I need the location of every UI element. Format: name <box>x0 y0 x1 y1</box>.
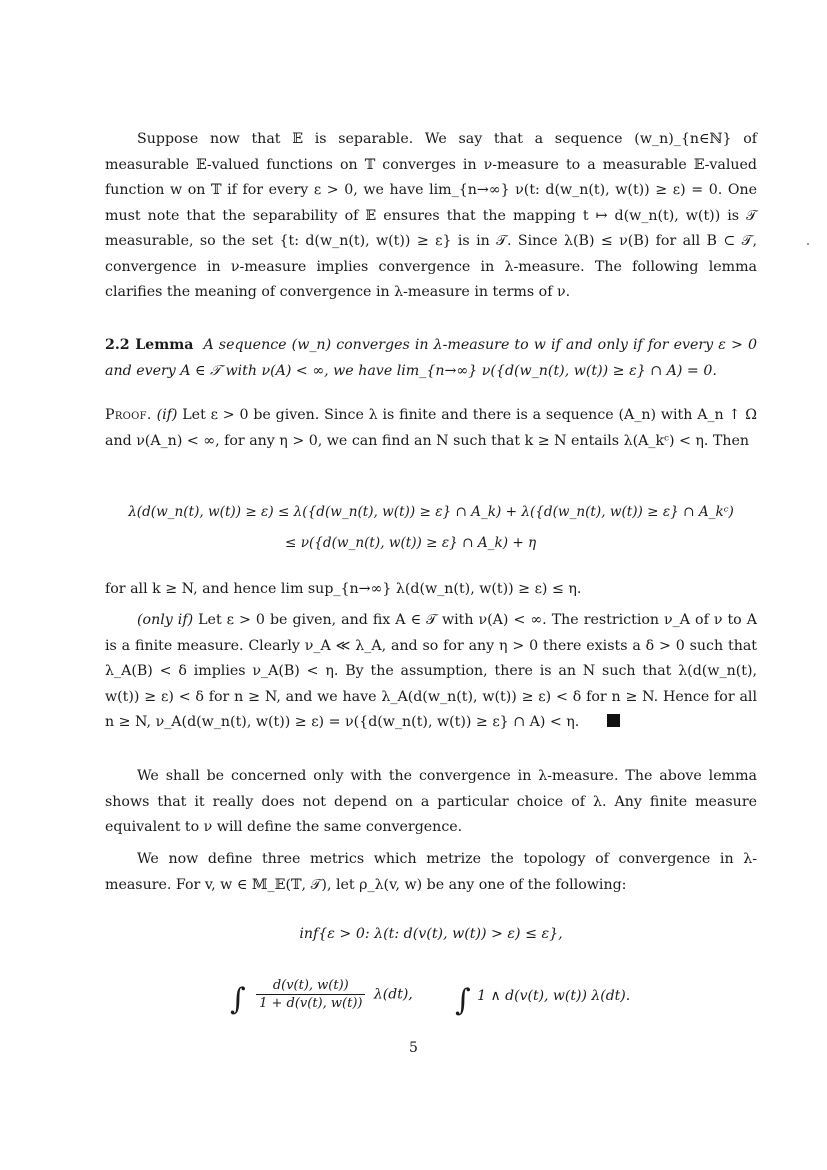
paragraph-convergence: We shall be concerned only with the convergence in λ-measure. The above lemma shows that it really does not depend on a particular choice of λ. Any finite measure equivalent to ν will define the same convergence. <box>105 768 757 835</box>
qed-square-icon <box>607 714 620 727</box>
paragraph-metrics: We now define three metrics which metrize the topology of convergence in λ-measure. For v, w ∈ 𝕄_𝔼(𝕋, 𝒯), let ρ_λ(v, w) be any one of the following: <box>105 851 757 893</box>
proof-if-text: Let ε > 0 be given. Since λ is finite and there is a sequence (A_n) with A_n ↑ Ω and ν(A_n) < ∞, for any η > 0, we can find an N such that k ≥ N entails λ(A_kᶜ) < η. Then <box>105 407 757 449</box>
proof-if-label: (if) <box>156 407 178 423</box>
display-equation-line-1: λ(d(w_n(t), w(t)) ≥ ε) ≤ λ({d(w_n(t), w(t)) ≥ ε} ∩ A_k) + λ({d(w_n(t), w(t)) ≥ ε} ∩ A_kᶜ) <box>128 504 734 520</box>
metric-integrals <box>105 975 757 1025</box>
lemma-heading: 2.2 Lemma <box>105 337 194 353</box>
proof-only-if-part <box>105 608 757 736</box>
fraction-denominator: 1 + d(v(t), w(t)) <box>259 996 363 1011</box>
lemma-2-2 <box>105 333 757 384</box>
integral-sign: ∫ <box>455 983 471 1018</box>
lemma-statement: A sequence (w_n) converges in λ-measure to w if and only if for every ε > 0 and every A ∈ 𝒯 with ν(A) < ∞, we have lim_{n→∞} ν({d(w_n(t), w(t)) ≥ ε} ∩ A) = 0. <box>105 337 758 379</box>
metric-integral-min <box>455 983 630 1018</box>
integral-body: 1 ∧ d(v(t), w(t)) λ(dt). <box>477 988 631 1004</box>
fraction <box>256 977 365 1012</box>
proof-only-if-label: (only if) <box>137 612 194 628</box>
proof-label: Proof. <box>105 407 152 423</box>
page-number: 5 <box>409 1040 418 1056</box>
metric-infimum: inf{ε > 0: λ(t: d(v(t), w(t)) > ε) ≤ ε}, <box>299 926 563 942</box>
fraction-numerator: d(v(t), w(t)) <box>256 977 365 995</box>
paragraph-separability: Suppose now that 𝔼 is separable. We say that a sequence (w_n)_{n∈ℕ} of measurable 𝔼-valued functions on 𝕋 converges in ν-measure to a measurable 𝔼-valued function w on 𝕋 if for every ε > 0, we have lim_{n→∞} ν(t: d(w_n(t), w(t)) ≥ ε) = 0. One must note that the separability of 𝔼 ensures that the mapping t ↦ d(w_n(t), w(t)) is 𝒯 measurable, so the set {t: d(w_n(t), w(t)) ≥ ε} is in 𝒯. Since λ(B) ≤ ν(B) for all B ⊂ 𝒯, convergence in ν-measure implies convergence in λ-measure. The following lemma clarifies the meaning of convergence in λ-measure in terms of ν. <box>105 131 757 300</box>
integral-measure: λ(dt), <box>373 986 413 1003</box>
integral-sign: ∫ <box>230 981 246 1017</box>
proof-only-if-text: Let ε > 0 be given, and fix A ∈ 𝒯 with ν(A) < ∞. The restriction ν_A of ν to A is a finite measure. Clearly ν_A ≪ λ_A, and so for any η > 0 there exists a δ > 0 such that λ_A(B) < δ implies ν_A(B) < η. By the assumption, there is an N such that λ(d(w_n(t), w(t)) ≥ ε) < δ for n ≥ N, and we have λ_A(d(w_n(t), w(t)) ≥ ε) < δ for n ≥ N. Hence for all n ≥ N, ν_A(d(w_n(t), w(t)) ≥ ε) = ν({d(w_n(t), w(t)) ≥ ε} ∩ A) < η. <box>105 612 757 730</box>
metric-integral-fraction <box>230 977 413 1017</box>
proof-after-display: for all k ≥ N, and hence lim sup_{n→∞} λ(d(w_n(t), w(t)) ≥ ε) ≤ η. <box>105 581 582 597</box>
display-equation-line-2: ≤ ν({d(w_n(t), w(t)) ≥ ε} ∩ A_k) + η <box>285 535 537 551</box>
proof-if-part <box>105 403 757 454</box>
scan-speck <box>807 243 809 245</box>
